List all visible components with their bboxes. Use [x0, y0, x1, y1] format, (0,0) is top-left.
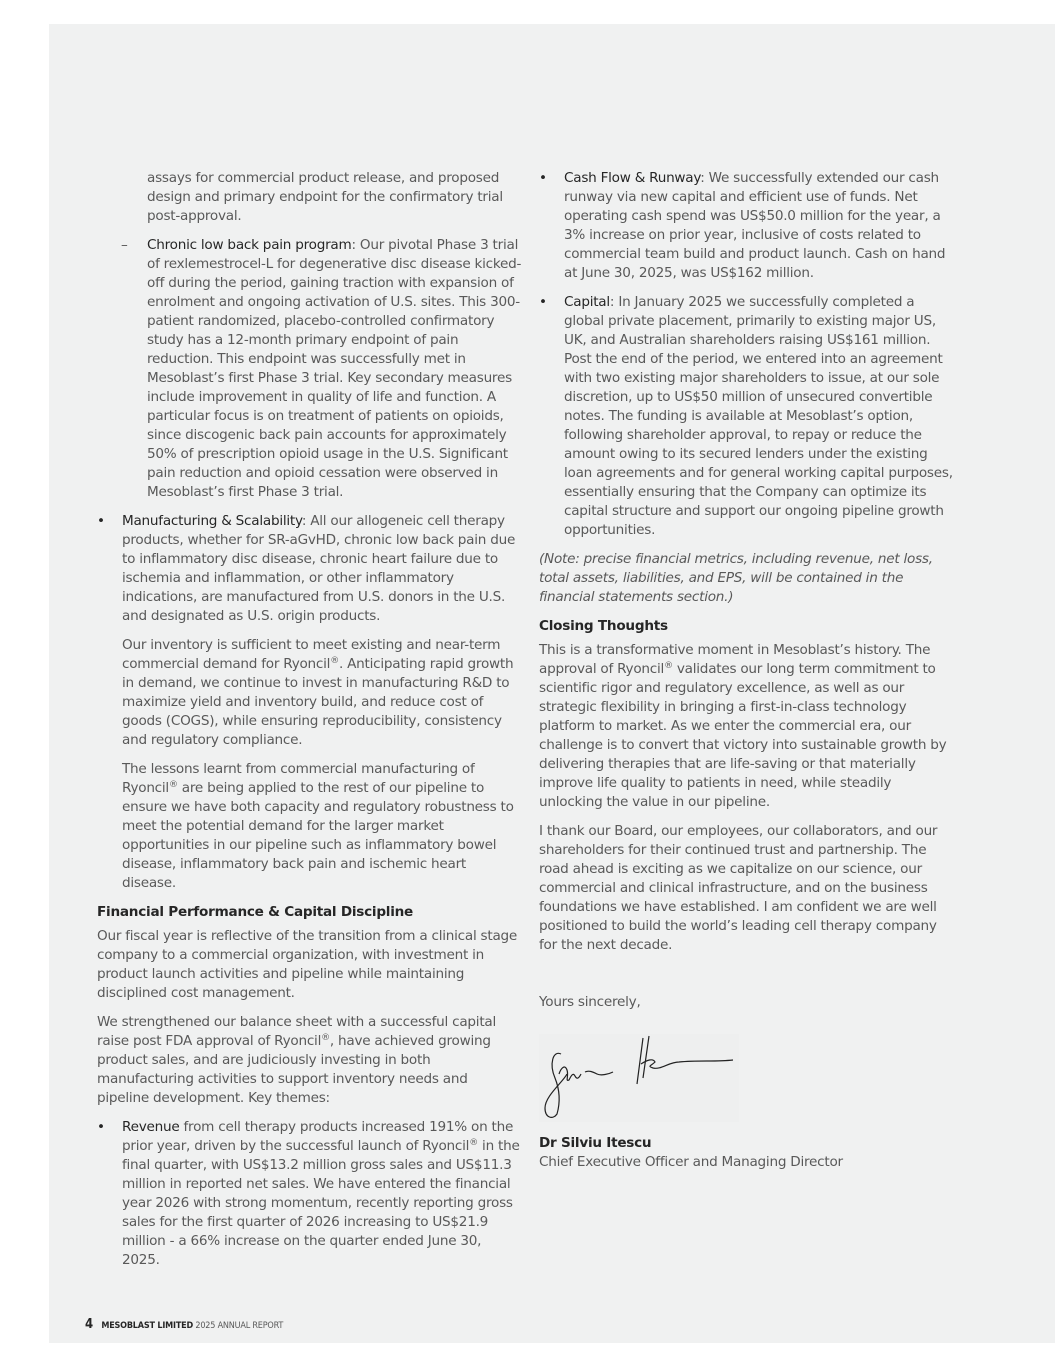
list-item-cash-flow: [539, 169, 957, 283]
clbp-label: Chronic low back pain program: [147, 237, 352, 253]
footer-report-title: 2025 ANNUAL REPORT: [195, 1321, 284, 1331]
text-span: validates our long term commitment to scientific rigor and regulatory excellence, as well as our strategic flexibility in bringing a first-in-class technology platform to market. As we enter the commercial era, our challenge is to convert that victory into sustainable growth by delivering therapies that are life-saving or that materially improve life quality to patients in need, while steadily unlocking the value in our pipeline.: [539, 661, 947, 810]
document-page: [49, 24, 1055, 1343]
text-span: from cell therapy products increased 191% on the prior year, driven by the successful launch of Ryoncil: [122, 1119, 514, 1154]
right-column: [539, 169, 957, 1172]
list-item-manufacturing: [97, 512, 522, 626]
capital-label: Capital: [564, 294, 610, 310]
bullet-marker: •: [539, 294, 547, 310]
page-number: 4: [85, 1317, 93, 1332]
dash-marker: –: [121, 237, 128, 253]
manufacturing-paragraph-3: [97, 760, 522, 893]
closing-paragraph-1: [539, 641, 957, 812]
bullet-marker: •: [539, 170, 547, 186]
cash-flow-text: : We successfully extended our cash runway via new capital and efficient use of funds. Net operating cash spend was US$50.0 million for the year, a 3% increase on prior year, inclusive of costs related to commercial team build and product launch. Cash on hand at June 30, 2025, was US$162 million.: [564, 170, 946, 281]
bullet-marker: •: [97, 1119, 105, 1135]
text-span: Our inventory is sufficient to meet existing and near-term commercial demand for Ryoncil: [122, 637, 501, 672]
signature-image: [539, 1034, 739, 1122]
closing-paragraph-2: I thank our Board, our employees, our collaborators, and our shareholders for their continued trust and partnership. The road ahead is exciting as we capitalize on our science, our commercial and clinical infrastructure, and on the business foundations we have established. I am confident we are well positioned to build the world’s leading cell therapy company for the next decade.: [539, 823, 938, 953]
signer-name: Dr Silviu Itescu: [539, 1135, 652, 1151]
list-item-revenue: [97, 1118, 522, 1270]
registered-mark: ®: [168, 780, 178, 790]
cash-flow-label: Cash Flow & Runway: [564, 170, 701, 186]
financial-paragraph-2: [97, 1013, 522, 1108]
salutation: Yours sincerely,: [539, 994, 641, 1010]
manufacturing-text: : All our allogeneic cell therapy products, whether for SR-aGvHD, chronic low back pain due to inflammatory disc disease, chronic heart failure due to ischemia and inflammation, or other inflammatory indications, are manufactured from U.S. donors in the U.S. and designated as U.S. origin products.: [122, 513, 516, 624]
financial-note: (Note: precise financial metrics, including revenue, net loss, total assets, liabilities, and EPS, will be contained in the financial statements section.): [539, 551, 933, 605]
closing-heading: Closing Thoughts: [539, 618, 668, 634]
registered-mark: ®: [664, 661, 673, 671]
footer-company: MESOBLAST LIMITED: [101, 1321, 194, 1331]
text-span: We strengthened our balance sheet with a successful capital raise post FDA approval of Ryoncil: [97, 1014, 497, 1049]
text-span: The lessons learnt from commercial manufacturing of Ryoncil: [122, 761, 475, 796]
intro-continuation: assays for commercial product release, and proposed design and primary endpoint for the confirmatory trial post-approval.: [147, 170, 503, 224]
financial-paragraph-1: Our fiscal year is reflective of the transition from a clinical stage company to a commercial organization, with investment in product launch activities and pipeline while maintaining disciplined cost management.: [97, 928, 518, 1001]
list-item-clbp: [97, 236, 522, 502]
manufacturing-label: Manufacturing & Scalability: [122, 513, 302, 529]
text-span: . Anticipating rapid growth in demand, we continue to invest in manufacturing R&D to maximize yield and inventory build, and reduce cost of goods (COGS), while ensuring reproducibility, consistency and regulatory compliance.: [122, 656, 514, 748]
manufacturing-paragraph-2: [97, 636, 522, 750]
capital-text: : In January 2025 we successfully completed a global private placement, primarily to existing major US, UK, and Australian shareholders raising US$161 million. Post the end of the period, we entered into an agreement with two existing major shareholders to issue, at our sole discretion, up to US$50 million of unsecured convertible notes. The funding is available at Mesoblast’s option, following shareholder approval, to repay or reduce the amount owing to its secured lenders under the existing loan agreements and for general working capital purposes, essentially ensuring that the Company can optimize its capital structure and support our ongoing pipeline growth opportunities.: [564, 294, 953, 538]
text-span: , have achieved growing product sales, and are judiciously investing in both manufacturing activities to support inventory needs and pipeline development. Key themes:: [97, 1033, 491, 1106]
signature-icon: [539, 1034, 739, 1122]
text-span: are being applied to the rest of our pipeline to ensure we have both capacity and regulatory robustness to meet the potential demand for the larger market opportunities in our pipeline such as inflammatory bowel disease, inflammatory back pain and ischemic heart disease.: [122, 780, 514, 891]
registered-mark: ®: [330, 656, 339, 666]
list-item-capital: [539, 293, 957, 540]
clbp-text: : Our pivotal Phase 3 trial of rexlemestrocel-L for degenerative disc disease kicked-off during the period, gaining traction with expansion of enrolment and ongoing activation of U.S. sites. This 300-patient randomized, placebo-controlled confirmatory study has a 12-month primary endpoint of pain reduction. This endpoint was successfully met in Mesoblast’s first Phase 3 trial. Key secondary measures include improvement in quality of life and function. A particular focus is on treatment of patients on opioids, since discogenic back pain accounts for approximately 50% of prescription opioid usage in the U.S. Significant pain reduction and opioid cessation were observed in Mesoblast’s first Phase 3 trial.: [147, 237, 522, 500]
text-span: This is a transformative moment in Mesoblast’s history. The approval of Ryoncil: [539, 642, 931, 677]
revenue-label: Revenue: [122, 1119, 180, 1135]
financial-heading: Financial Performance & Capital Discipline: [97, 904, 414, 920]
signer-title: Chief Executive Officer and Managing Director: [539, 1154, 843, 1170]
registered-mark: ®: [321, 1033, 330, 1043]
page-footer: [85, 1317, 283, 1332]
text-span: in the final quarter, with US$13.2 million gross sales and US$11.3 million in reported net sales. We have entered the financial year 2026 with strong momentum, recently reporting gross sales for the first quarter of 2026 increasing to US$21.9 million - a 66% increase on the quarter ended June 30, 2025.: [122, 1138, 520, 1268]
registered-mark: ®: [469, 1138, 478, 1148]
bullet-marker: •: [97, 513, 105, 529]
left-column: [97, 169, 522, 1280]
